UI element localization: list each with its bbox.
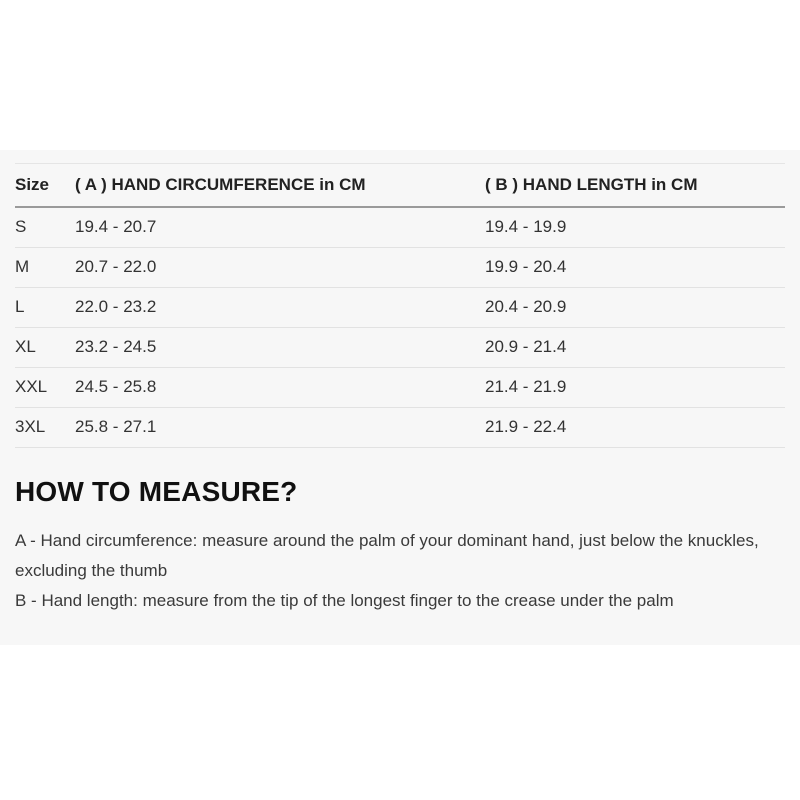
column-header-size: Size — [15, 164, 75, 208]
table-row — [15, 367, 785, 407]
how-to-measure-heading: HOW TO MEASURE? — [15, 475, 298, 507]
column-header-hand-circumference: ( A ) HAND CIRCUMFERENCE in CM — [75, 164, 485, 208]
size-cell: L — [15, 287, 75, 327]
measure-notes — [15, 526, 785, 616]
table-row — [15, 327, 785, 367]
table-row — [15, 207, 785, 247]
size-cell: S — [15, 207, 75, 247]
size-guide-content — [0, 150, 800, 645]
hand-length-cell: 21.4 - 21.9 — [485, 367, 785, 407]
hand-circumference-note: A - Hand circumference: measure around the palm of your dominant hand, just below the knuckles, excluding the thumb — [15, 530, 759, 580]
hand-circumference-cell: 24.5 - 25.8 — [75, 367, 485, 407]
hand-circumference-cell: 20.7 - 22.0 — [75, 247, 485, 287]
hand-length-cell: 19.9 - 20.4 — [485, 247, 785, 287]
size-cell: XXL — [15, 367, 75, 407]
table-header-row — [15, 164, 785, 208]
column-header-hand-length: ( B ) HAND LENGTH in CM — [485, 164, 785, 208]
table-row — [15, 407, 785, 447]
hand-circumference-cell: 23.2 - 24.5 — [75, 327, 485, 367]
hand-length-cell: 21.9 - 22.4 — [485, 407, 785, 447]
size-cell: 3XL — [15, 407, 75, 447]
hand-length-cell: 19.4 - 19.9 — [485, 207, 785, 247]
hand-length-cell: 20.4 - 20.9 — [485, 287, 785, 327]
table-row — [15, 247, 785, 287]
size-cell: M — [15, 247, 75, 287]
size-chart-table — [15, 163, 785, 448]
hand-length-cell: 20.9 - 21.4 — [485, 327, 785, 367]
hand-length-note: B - Hand length: measure from the tip of the longest finger to the crease under the palm — [15, 590, 674, 610]
table-row — [15, 287, 785, 327]
size-cell: XL — [15, 327, 75, 367]
hand-circumference-cell: 19.4 - 20.7 — [75, 207, 485, 247]
hand-circumference-cell: 22.0 - 23.2 — [75, 287, 485, 327]
hand-circumference-cell: 25.8 - 27.1 — [75, 407, 485, 447]
